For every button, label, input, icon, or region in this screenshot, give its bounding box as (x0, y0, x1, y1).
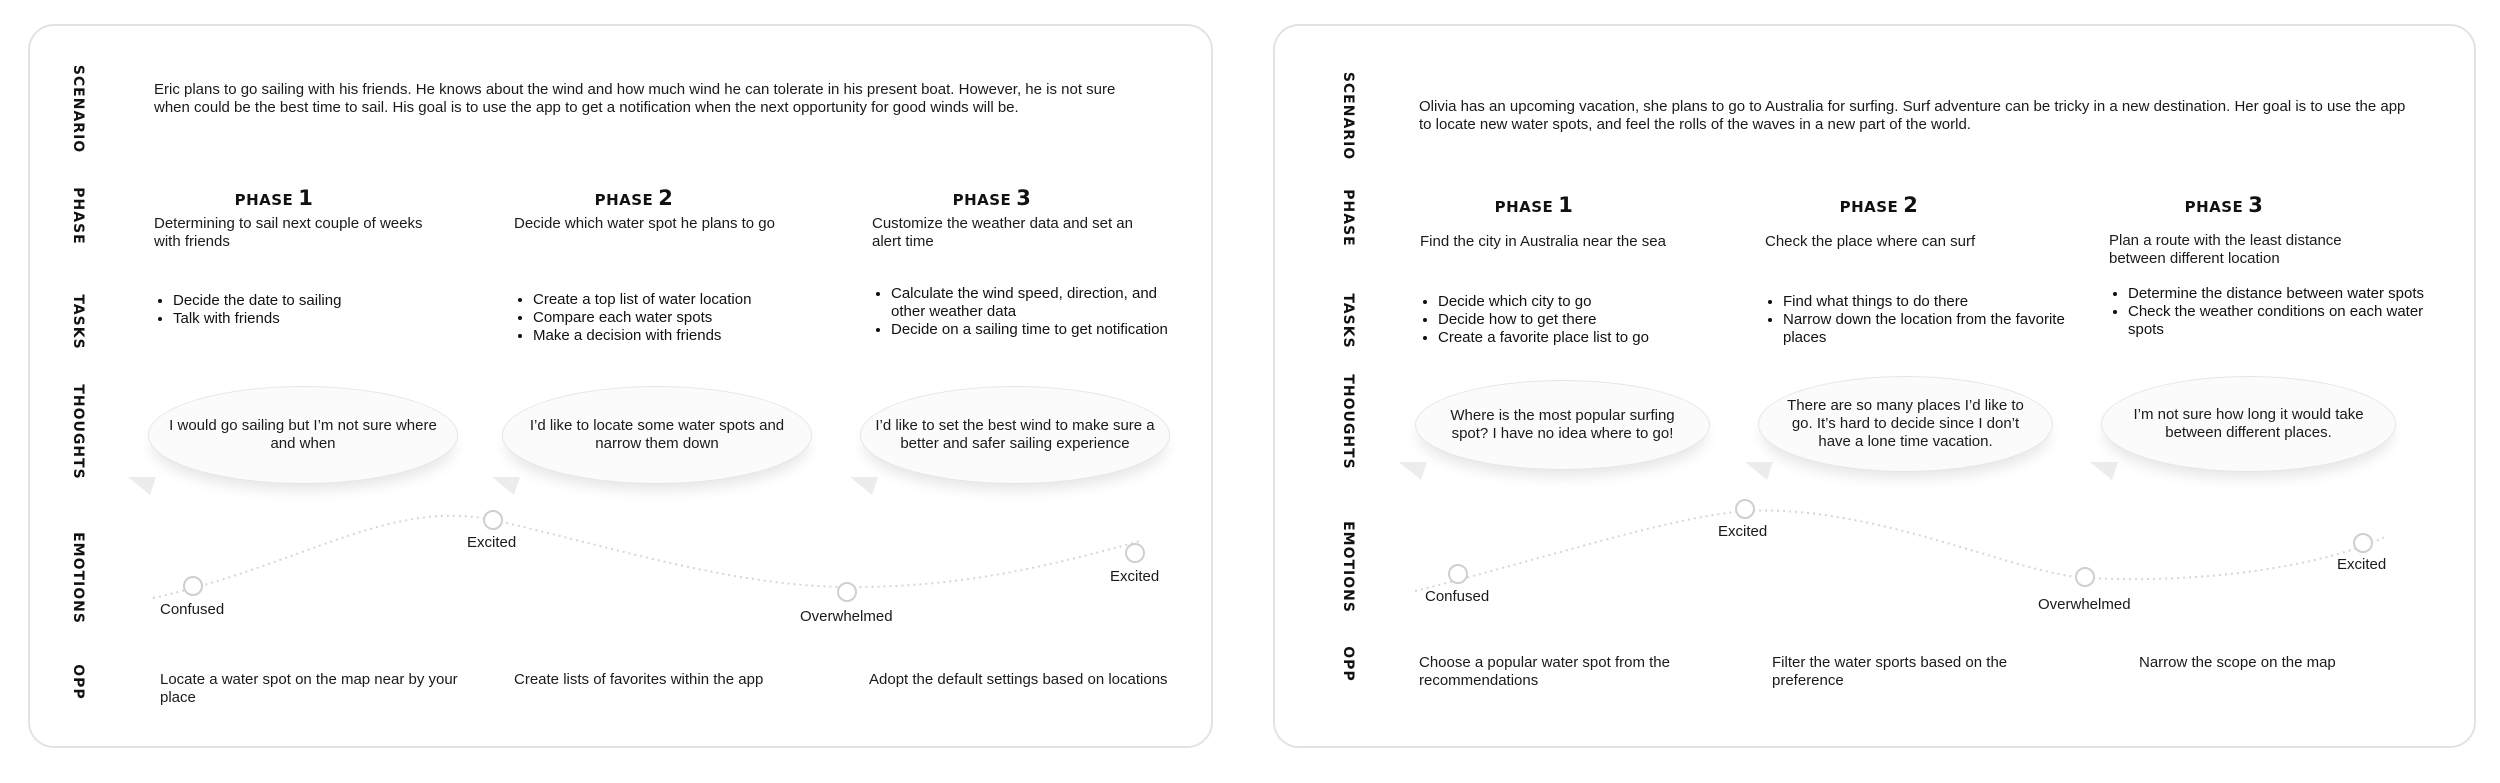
task-item: • Compare each water spots (533, 309, 833, 327)
task-item: • Create a favorite place list to go (1438, 329, 1738, 347)
thought-bubble-3: I’d like to set the best wind to make sure a better and safer sailing experience (860, 386, 1170, 484)
task-item: • Calculate the wind speed, direction, and other weather data (891, 285, 1191, 321)
emotion-point-confused (184, 577, 202, 595)
task-item: • Determine the distance between water spots (2128, 285, 2428, 303)
emotion-point-excited (1736, 500, 1754, 518)
thought-bubble-1: I would go sailing but I’m not sure where and when (148, 386, 458, 484)
thought-bubble-3: I’m not sure how long it would take between different places. (2101, 376, 2396, 472)
thought-bubble-1: Where is the most popular surfing spot? I have no idea where to go! (1415, 380, 1710, 470)
emotion-point-excited-end (2354, 534, 2372, 552)
phase-3-title: PHASE 3 (2184, 193, 2264, 217)
emotion-label-3: Overwhelmed (800, 608, 893, 625)
thought-bubble-2: There are so many places I’d like to go. It’s hard to decide since I don’t have a lone time vacation. (1758, 376, 2053, 472)
journey-map-olivia: SCENARIO PHASE TASKS THOUGHTS EMOTIONS OPP Olivia has an upcoming vacation, she plans to go to Australia for surfing. Surf adventure can be tricky in a new destination. Her goal is to use the app to locate new water spots, and feel the rolls of the waves in a new part of the world. PHASE 1 PHASE 2 PHASE 3 Find the city in Australia near the sea Check the place where can surf Plan a route with the least distance between different location • Decide which city to go • Decide how to get there • Create a favorite place list to go • Find what things to do there • Narrow down the location from the favorite places • Determine the distance between water spots • Check the weather conditions on each water spots Where is the most popular surfing spot? I have no idea where to go! There are so many places I’d like to go. It’s hard to decide since I don’t have a lone time vacation. I’m not sure how long it would take between different places. Confused Excited Overwhelmed Excited Choose a popular water spot from the recommendations Filter the water sports based on the preference Narrow the scope on the map (1273, 24, 2476, 748)
emotion-label-2: Excited (1718, 523, 1768, 540)
opportunity-3: Adopt the default settings based on locations (869, 671, 1168, 688)
emotion-curve-line (153, 516, 1140, 598)
task-item: • Make a decision with friends (533, 327, 833, 345)
emotion-label-2: Excited (467, 534, 517, 551)
phase-1-description: Determining to sail next couple of weeks with friends (154, 215, 423, 250)
emotion-curve-line (1415, 511, 2387, 591)
task-item: • Find what things to do there (1783, 293, 2083, 311)
emotion-point-confused (1449, 565, 1467, 583)
task-item: • Decide on a sailing time to get notification (891, 321, 1191, 339)
phase-2-description: Check the place where can surf (1765, 233, 1976, 250)
phase-3-title: PHASE 3 (952, 186, 1032, 210)
task-item: • Decide which city to go (1438, 293, 1738, 311)
task-item: • Decide how to get there (1438, 311, 1738, 329)
opportunity-1: Locate a water spot on the map near by your place (160, 671, 458, 706)
emotion-label-4: Excited (2337, 556, 2387, 573)
phase-3-description: Plan a route with the least distance between different location (2109, 232, 2342, 267)
task-item: • Talk with friends (173, 310, 453, 328)
emotion-label-1: Confused (1425, 588, 1490, 605)
emotion-label-4: Excited (1110, 568, 1160, 585)
scenario-text: Olivia has an upcoming vacation, she plans to go to Australia for surfing. Surf adventure can be tricky in a new destination. Her goal is to use the app to locate new water spots, and feel the rolls of the waves in a new part of the world. (1419, 98, 2406, 133)
opportunity-1: Choose a popular water spot from the recommendations (1419, 654, 1670, 689)
phase-1-description: Find the city in Australia near the sea (1420, 233, 1666, 250)
emotion-curve (30, 26, 1215, 750)
phase-1-title: PHASE 1 (234, 186, 314, 210)
emotion-point-excited-end (1126, 544, 1144, 562)
emotion-point-overwhelmed (2076, 568, 2094, 586)
opportunity-2: Create lists of favorites within the app (514, 671, 764, 688)
opportunity-3: Narrow the scope on the map (2139, 654, 2336, 671)
emotion-curve (1275, 26, 2478, 750)
scenario-text: Eric plans to go sailing with his friends. He knows about the wind and how much wind he can tolerate in his present boat. However, he is not sure when could be the best time to sail. His goal is to use the app to get a notification when the next opportunity for good winds will be. (154, 81, 1116, 116)
emotion-point-excited (484, 511, 502, 529)
thought-bubble-2: I’d like to locate some water spots and narrow them down (502, 386, 812, 484)
phase-2-title: PHASE 2 (1839, 193, 1919, 217)
phase-1-title: PHASE 1 (1494, 193, 1574, 217)
emotion-label-3: Overwhelmed (2038, 596, 2131, 613)
task-item: • Create a top list of water location (533, 291, 833, 309)
emotion-label-1: Confused (160, 601, 225, 618)
task-item: • Check the weather conditions on each water spots (2128, 303, 2428, 339)
phase-3-description: Customize the weather data and set an alert time (872, 215, 1133, 250)
phase-2-title: PHASE 2 (594, 186, 674, 210)
phase-2-description: Decide which water spot he plans to go (514, 215, 775, 232)
emotion-point-overwhelmed (838, 583, 856, 601)
task-item: • Narrow down the location from the favorite places (1783, 311, 2083, 347)
journey-map-eric: SCENARIO PHASE TASKS THOUGHTS EMOTIONS OPP Eric plans to go sailing with his friends. He knows about the wind and how much wind he can tolerate in his present boat. However, he is not sure when could be the best time to sail. His goal is to use the app to get a notification when the next opportunity for good winds will be. PHASE 1 PHASE 2 PHASE 3 Determining to sail next couple of weeks with friends Decide which water spot he plans to go Customize the weather data and set an alert time • Decide the date to sailing • Talk with friends • Create a top list of water location • Compare each water spots • Make a decision with friends • Calculate the wind speed, direction, and other weather data • Decide on a sailing time to get notification I would go sailing but I’m not sure where and when I’d like to locate some water spots and narrow them down I’d like to set the best wind to make sure a better and safer sailing experience Confused Excited Overwhelmed Excited Locate a water spot on the map near by your place Create lists of favorites within the app Adopt the default settings based on locations (28, 24, 1213, 748)
task-item: • Decide the date to sailing (173, 292, 453, 310)
opportunity-2: Filter the water sports based on the preference (1772, 654, 2008, 689)
